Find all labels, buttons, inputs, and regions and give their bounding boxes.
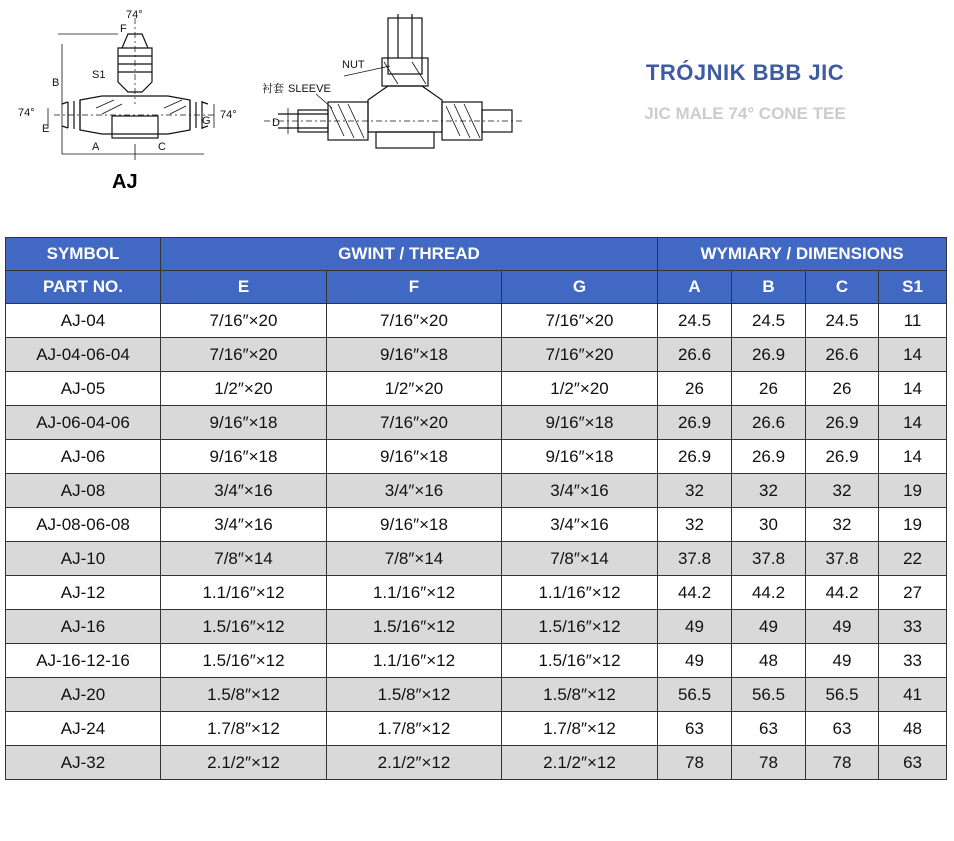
- cell-a: 26.6: [658, 338, 732, 372]
- cell-e: 7/8″×14: [161, 542, 327, 576]
- cell-g: 7/16″×20: [502, 338, 658, 372]
- cell-s1: 33: [879, 644, 947, 678]
- cell-g: 2.1/2″×12: [502, 746, 658, 780]
- label-g: G: [202, 115, 211, 127]
- label-e: E: [42, 123, 50, 135]
- cell-part: AJ-04-06-04: [6, 338, 161, 372]
- cell-e: 7/16″×20: [161, 338, 327, 372]
- cell-b: 44.2: [732, 576, 806, 610]
- table-row: [6, 712, 947, 746]
- cell-g: 3/4″×16: [502, 508, 658, 542]
- cell-e: 1.7/8″×12: [161, 712, 327, 746]
- table-row: [6, 304, 947, 338]
- cell-part: AJ-08: [6, 474, 161, 508]
- table-row: [6, 576, 947, 610]
- cell-part: AJ-16: [6, 610, 161, 644]
- cell-c: 32: [806, 508, 879, 542]
- header-e: E: [161, 271, 327, 304]
- header-symbol: SYMBOL: [6, 238, 161, 271]
- angle-right-label: 74°: [220, 109, 237, 121]
- cell-a: 63: [658, 712, 732, 746]
- cell-f: 9/16″×18: [327, 338, 502, 372]
- cell-part: AJ-20: [6, 678, 161, 712]
- header-s1: S1: [879, 271, 947, 304]
- cell-f: 1.5/16″×12: [327, 610, 502, 644]
- cell-f: 1.5/8″×12: [327, 678, 502, 712]
- table-row: [6, 678, 947, 712]
- cell-e: 1.1/16″×12: [161, 576, 327, 610]
- cell-a: 49: [658, 644, 732, 678]
- angle-left-label: 74°: [18, 107, 35, 119]
- cell-a: 44.2: [658, 576, 732, 610]
- cell-b: 26: [732, 372, 806, 406]
- cell-s1: 33: [879, 610, 947, 644]
- cell-a: 32: [658, 474, 732, 508]
- cell-a: 32: [658, 508, 732, 542]
- cell-c: 26.9: [806, 406, 879, 440]
- cell-e: 2.1/2″×12: [161, 746, 327, 780]
- cell-b: 30: [732, 508, 806, 542]
- nut-label: NUT: [342, 59, 365, 71]
- cell-c: 26: [806, 372, 879, 406]
- cell-f: 1.1/16″×12: [327, 644, 502, 678]
- angle-top-label: 74°: [126, 9, 143, 21]
- cell-g: 1.5/16″×12: [502, 610, 658, 644]
- cell-a: 26.9: [658, 406, 732, 440]
- cell-e: 7/16″×20: [161, 304, 327, 338]
- cell-f: 7/8″×14: [327, 542, 502, 576]
- cell-c: 44.2: [806, 576, 879, 610]
- cell-a: 26: [658, 372, 732, 406]
- cell-g: 1.7/8″×12: [502, 712, 658, 746]
- header-c: C: [806, 271, 879, 304]
- header-dimensions: WYMIARY / DIMENSIONS: [658, 238, 947, 271]
- cell-e: 9/16″×18: [161, 440, 327, 474]
- cell-f: 9/16″×18: [327, 440, 502, 474]
- cell-s1: 48: [879, 712, 947, 746]
- cell-g: 9/16″×18: [502, 406, 658, 440]
- cell-s1: 19: [879, 474, 947, 508]
- cell-b: 24.5: [732, 304, 806, 338]
- page-title: TRÓJNIK BBB JIC: [645, 60, 845, 85]
- cell-s1: 14: [879, 338, 947, 372]
- table-row: [6, 338, 947, 372]
- cell-b: 48: [732, 644, 806, 678]
- cell-a: 37.8: [658, 542, 732, 576]
- cell-e: 3/4″×16: [161, 508, 327, 542]
- cell-part: AJ-04: [6, 304, 161, 338]
- cell-g: 1.5/16″×12: [502, 644, 658, 678]
- cell-a: 49: [658, 610, 732, 644]
- cell-e: 1.5/16″×12: [161, 644, 327, 678]
- header-b: B: [732, 271, 806, 304]
- cell-g: 1.5/8″×12: [502, 678, 658, 712]
- cell-e: 1/2″×20: [161, 372, 327, 406]
- cell-b: 26.6: [732, 406, 806, 440]
- cell-s1: 63: [879, 746, 947, 780]
- cell-part: AJ-12: [6, 576, 161, 610]
- cell-part: AJ-24: [6, 712, 161, 746]
- cell-e: 1.5/8″×12: [161, 678, 327, 712]
- label-a: A: [92, 141, 100, 153]
- cell-b: 56.5: [732, 678, 806, 712]
- cell-s1: 19: [879, 508, 947, 542]
- header-g: G: [502, 271, 658, 304]
- cell-b: 32: [732, 474, 806, 508]
- drawing-caption: AJ: [112, 171, 138, 193]
- cell-b: 37.8: [732, 542, 806, 576]
- cell-s1: 27: [879, 576, 947, 610]
- cell-c: 24.5: [806, 304, 879, 338]
- cell-part: AJ-06-04-06: [6, 406, 161, 440]
- table-row: [6, 746, 947, 780]
- cell-c: 49: [806, 644, 879, 678]
- cell-f: 9/16″×18: [327, 508, 502, 542]
- cell-part: AJ-05: [6, 372, 161, 406]
- cell-b: 26.9: [732, 440, 806, 474]
- cell-part: AJ-10: [6, 542, 161, 576]
- table-row: [6, 406, 947, 440]
- cell-c: 78: [806, 746, 879, 780]
- table-row: [6, 440, 947, 474]
- header-part-no: PART NO.: [6, 271, 161, 304]
- label-c: C: [158, 141, 166, 153]
- cell-b: 26.9: [732, 338, 806, 372]
- cell-f: 1.7/8″×12: [327, 712, 502, 746]
- cell-c: 37.8: [806, 542, 879, 576]
- cell-f: 3/4″×16: [327, 474, 502, 508]
- cell-c: 63: [806, 712, 879, 746]
- cell-c: 56.5: [806, 678, 879, 712]
- cell-g: 9/16″×18: [502, 440, 658, 474]
- cell-part: AJ-06: [6, 440, 161, 474]
- cell-g: 7/16″×20: [502, 304, 658, 338]
- header-f: F: [327, 271, 502, 304]
- label-f: F: [120, 23, 127, 35]
- cell-f: 7/16″×20: [327, 304, 502, 338]
- cell-f: 2.1/2″×12: [327, 746, 502, 780]
- sleeve-prefix: 衬套: [262, 83, 284, 95]
- assembly-section-drawing: [258, 14, 528, 164]
- cell-s1: 14: [879, 440, 947, 474]
- cell-a: 78: [658, 746, 732, 780]
- cell-s1: 41: [879, 678, 947, 712]
- spec-table: [5, 237, 947, 780]
- label-d: D: [272, 117, 280, 129]
- cell-g: 3/4″×16: [502, 474, 658, 508]
- header-thread: GWINT / THREAD: [161, 238, 658, 271]
- table-row: [6, 610, 947, 644]
- cell-c: 32: [806, 474, 879, 508]
- cell-g: 1.1/16″×12: [502, 576, 658, 610]
- label-s1: S1: [92, 69, 106, 81]
- cell-g: 7/8″×14: [502, 542, 658, 576]
- cell-s1: 14: [879, 372, 947, 406]
- cell-e: 9/16″×18: [161, 406, 327, 440]
- label-b: B: [52, 77, 60, 89]
- table-row: [6, 542, 947, 576]
- cell-b: 49: [732, 610, 806, 644]
- cell-a: 56.5: [658, 678, 732, 712]
- table-row: [6, 474, 947, 508]
- cell-a: 26.9: [658, 440, 732, 474]
- sleeve-label: SLEEVE: [288, 83, 331, 95]
- cell-a: 24.5: [658, 304, 732, 338]
- cell-f: 1.1/16″×12: [327, 576, 502, 610]
- cell-f: 7/16″×20: [327, 406, 502, 440]
- cell-e: 3/4″×16: [161, 474, 327, 508]
- page-subtitle: JIC MALE 74° CONE TEE: [644, 104, 846, 123]
- cell-part: AJ-32: [6, 746, 161, 780]
- cell-s1: 11: [879, 304, 947, 338]
- cell-part: AJ-16-12-16: [6, 644, 161, 678]
- cell-c: 26.6: [806, 338, 879, 372]
- cell-s1: 22: [879, 542, 947, 576]
- table-row: [6, 508, 947, 542]
- table-row: [6, 644, 947, 678]
- cell-c: 49: [806, 610, 879, 644]
- cell-b: 63: [732, 712, 806, 746]
- header-a: A: [658, 271, 732, 304]
- tee-dimension-drawing: [18, 4, 248, 196]
- cell-part: AJ-08-06-08: [6, 508, 161, 542]
- cell-e: 1.5/16″×12: [161, 610, 327, 644]
- cell-f: 1/2″×20: [327, 372, 502, 406]
- cell-c: 26.9: [806, 440, 879, 474]
- table-row: [6, 372, 947, 406]
- cell-b: 78: [732, 746, 806, 780]
- cell-g: 1/2″×20: [502, 372, 658, 406]
- cell-s1: 14: [879, 406, 947, 440]
